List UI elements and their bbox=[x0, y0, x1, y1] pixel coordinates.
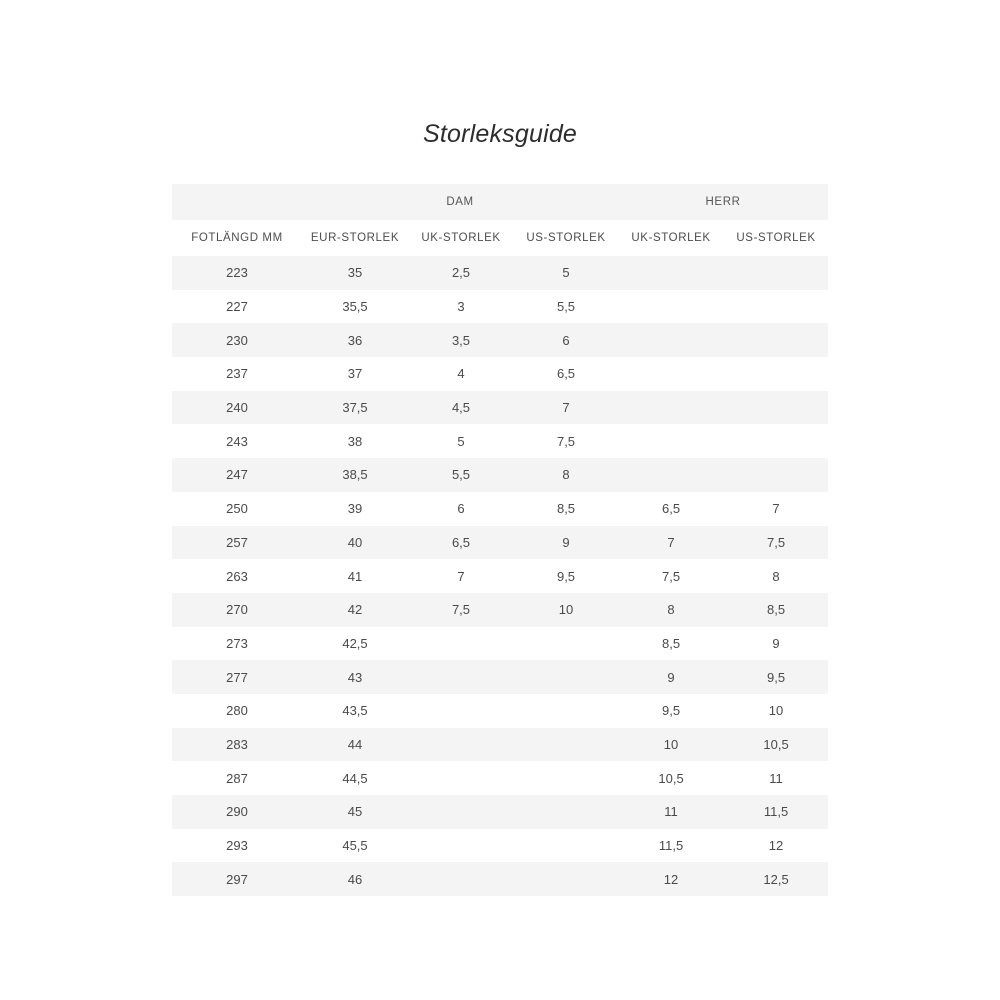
cell-us-men bbox=[724, 391, 828, 425]
cell-us-men bbox=[724, 323, 828, 357]
cell-uk-men: 10,5 bbox=[618, 761, 724, 795]
cell-eur: 43 bbox=[302, 660, 408, 694]
cell-foot-length: 237 bbox=[172, 357, 302, 391]
cell-eur: 44 bbox=[302, 728, 408, 762]
cell-foot-length: 250 bbox=[172, 492, 302, 526]
table-row bbox=[172, 559, 828, 593]
cell-uk-women: 5 bbox=[408, 424, 514, 458]
cell-us-men bbox=[724, 290, 828, 324]
cell-us-women bbox=[514, 795, 618, 829]
cell-uk-men bbox=[618, 290, 724, 324]
cell-uk-women: 6,5 bbox=[408, 526, 514, 560]
cell-us-men: 7,5 bbox=[724, 526, 828, 560]
table-row bbox=[172, 795, 828, 829]
table-row bbox=[172, 323, 828, 357]
column-header-us-women: US-STORLEK bbox=[514, 220, 618, 256]
cell-us-women bbox=[514, 660, 618, 694]
cell-uk-women bbox=[408, 829, 514, 863]
cell-us-women: 9 bbox=[514, 526, 618, 560]
cell-us-men: 12 bbox=[724, 829, 828, 863]
cell-uk-men bbox=[618, 424, 724, 458]
cell-uk-women bbox=[408, 660, 514, 694]
cell-eur: 40 bbox=[302, 526, 408, 560]
column-header-uk-women: UK-STORLEK bbox=[408, 220, 514, 256]
cell-eur: 43,5 bbox=[302, 694, 408, 728]
cell-us-men bbox=[724, 424, 828, 458]
cell-uk-women: 6 bbox=[408, 492, 514, 526]
cell-us-women bbox=[514, 694, 618, 728]
cell-us-men: 9 bbox=[724, 627, 828, 661]
cell-us-women: 5,5 bbox=[514, 290, 618, 324]
cell-foot-length: 290 bbox=[172, 795, 302, 829]
cell-us-men: 11 bbox=[724, 761, 828, 795]
table-row bbox=[172, 862, 828, 896]
page-title: Storleksguide bbox=[422, 120, 578, 148]
table-row bbox=[172, 526, 828, 560]
cell-eur: 38 bbox=[302, 424, 408, 458]
cell-eur: 42,5 bbox=[302, 627, 408, 661]
size-table-body bbox=[172, 184, 828, 896]
cell-us-women: 6,5 bbox=[514, 357, 618, 391]
cell-us-women: 7 bbox=[514, 391, 618, 425]
cell-us-women: 8,5 bbox=[514, 492, 618, 526]
cell-us-men: 9,5 bbox=[724, 660, 828, 694]
size-table bbox=[172, 184, 828, 896]
cell-us-women: 6 bbox=[514, 323, 618, 357]
cell-uk-men bbox=[618, 391, 724, 425]
cell-eur: 41 bbox=[302, 559, 408, 593]
table-row bbox=[172, 728, 828, 762]
cell-foot-length: 240 bbox=[172, 391, 302, 425]
table-row bbox=[172, 424, 828, 458]
table-row bbox=[172, 357, 828, 391]
cell-eur: 37,5 bbox=[302, 391, 408, 425]
table-row bbox=[172, 458, 828, 492]
cell-us-men: 8 bbox=[724, 559, 828, 593]
cell-us-women: 10 bbox=[514, 593, 618, 627]
cell-eur: 39 bbox=[302, 492, 408, 526]
cell-uk-women bbox=[408, 694, 514, 728]
table-row bbox=[172, 694, 828, 728]
cell-uk-women: 4,5 bbox=[408, 391, 514, 425]
cell-uk-men: 11,5 bbox=[618, 829, 724, 863]
cell-eur: 42 bbox=[302, 593, 408, 627]
cell-eur: 38,5 bbox=[302, 458, 408, 492]
cell-uk-women: 2,5 bbox=[408, 256, 514, 290]
cell-uk-men: 7,5 bbox=[618, 559, 724, 593]
cell-eur: 36 bbox=[302, 323, 408, 357]
column-header-us-men: US-STORLEK bbox=[724, 220, 828, 256]
cell-us-women bbox=[514, 728, 618, 762]
cell-us-women: 7,5 bbox=[514, 424, 618, 458]
table-row bbox=[172, 492, 828, 526]
table-row bbox=[172, 391, 828, 425]
cell-uk-women: 5,5 bbox=[408, 458, 514, 492]
cell-foot-length: 227 bbox=[172, 290, 302, 324]
cell-foot-length: 247 bbox=[172, 458, 302, 492]
cell-eur: 37 bbox=[302, 357, 408, 391]
cell-eur: 45 bbox=[302, 795, 408, 829]
cell-uk-men: 9,5 bbox=[618, 694, 724, 728]
cell-foot-length: 293 bbox=[172, 829, 302, 863]
table-row bbox=[172, 256, 828, 290]
cell-uk-men bbox=[618, 458, 724, 492]
cell-eur: 35,5 bbox=[302, 290, 408, 324]
cell-uk-men: 7 bbox=[618, 526, 724, 560]
cell-us-women: 5 bbox=[514, 256, 618, 290]
cell-uk-women: 3,5 bbox=[408, 323, 514, 357]
cell-uk-women bbox=[408, 627, 514, 661]
cell-us-women: 9,5 bbox=[514, 559, 618, 593]
cell-uk-women bbox=[408, 862, 514, 896]
cell-us-men bbox=[724, 458, 828, 492]
cell-uk-women: 4 bbox=[408, 357, 514, 391]
cell-foot-length: 277 bbox=[172, 660, 302, 694]
cell-foot-length: 283 bbox=[172, 728, 302, 762]
cell-uk-men: 11 bbox=[618, 795, 724, 829]
cell-us-women bbox=[514, 761, 618, 795]
cell-foot-length: 287 bbox=[172, 761, 302, 795]
cell-uk-men bbox=[618, 357, 724, 391]
cell-uk-women: 7 bbox=[408, 559, 514, 593]
cell-eur: 35 bbox=[302, 256, 408, 290]
cell-uk-men: 10 bbox=[618, 728, 724, 762]
column-header-foot-length: FOTLÄNGD MM bbox=[172, 220, 302, 256]
table-row bbox=[172, 829, 828, 863]
cell-uk-men: 12 bbox=[618, 862, 724, 896]
cell-foot-length: 270 bbox=[172, 593, 302, 627]
cell-uk-men: 9 bbox=[618, 660, 724, 694]
cell-foot-length: 223 bbox=[172, 256, 302, 290]
cell-foot-length: 263 bbox=[172, 559, 302, 593]
cell-us-men: 10,5 bbox=[724, 728, 828, 762]
cell-uk-women bbox=[408, 761, 514, 795]
cell-uk-men: 8,5 bbox=[618, 627, 724, 661]
cell-uk-women: 3 bbox=[408, 290, 514, 324]
cell-eur: 46 bbox=[302, 862, 408, 896]
column-header-eur: EUR-STORLEK bbox=[302, 220, 408, 256]
group-header-men: HERR bbox=[618, 184, 828, 220]
cell-us-men: 10 bbox=[724, 694, 828, 728]
table-row bbox=[172, 660, 828, 694]
cell-uk-women bbox=[408, 795, 514, 829]
cell-us-men: 7 bbox=[724, 492, 828, 526]
size-table-container bbox=[172, 184, 828, 896]
cell-us-men: 12,5 bbox=[724, 862, 828, 896]
cell-foot-length: 257 bbox=[172, 526, 302, 560]
table-group-header-row bbox=[172, 184, 828, 220]
table-row bbox=[172, 290, 828, 324]
cell-us-men: 11,5 bbox=[724, 795, 828, 829]
cell-us-women bbox=[514, 627, 618, 661]
table-row bbox=[172, 627, 828, 661]
cell-eur: 45,5 bbox=[302, 829, 408, 863]
cell-us-men: 8,5 bbox=[724, 593, 828, 627]
cell-us-women bbox=[514, 862, 618, 896]
cell-us-women bbox=[514, 829, 618, 863]
cell-uk-women bbox=[408, 728, 514, 762]
cell-foot-length: 273 bbox=[172, 627, 302, 661]
cell-foot-length: 280 bbox=[172, 694, 302, 728]
table-column-header-row bbox=[172, 220, 828, 256]
group-header-women: DAM bbox=[302, 184, 618, 220]
cell-uk-men bbox=[618, 256, 724, 290]
cell-foot-length: 243 bbox=[172, 424, 302, 458]
column-header-uk-men: UK-STORLEK bbox=[618, 220, 724, 256]
cell-us-men bbox=[724, 357, 828, 391]
cell-uk-men: 6,5 bbox=[618, 492, 724, 526]
cell-eur: 44,5 bbox=[302, 761, 408, 795]
cell-foot-length: 230 bbox=[172, 323, 302, 357]
table-row bbox=[172, 593, 828, 627]
group-header-blank bbox=[172, 184, 302, 220]
cell-us-women: 8 bbox=[514, 458, 618, 492]
cell-uk-men bbox=[618, 323, 724, 357]
cell-us-men bbox=[724, 256, 828, 290]
cell-foot-length: 297 bbox=[172, 862, 302, 896]
table-row bbox=[172, 761, 828, 795]
cell-uk-men: 8 bbox=[618, 593, 724, 627]
cell-uk-women: 7,5 bbox=[408, 593, 514, 627]
